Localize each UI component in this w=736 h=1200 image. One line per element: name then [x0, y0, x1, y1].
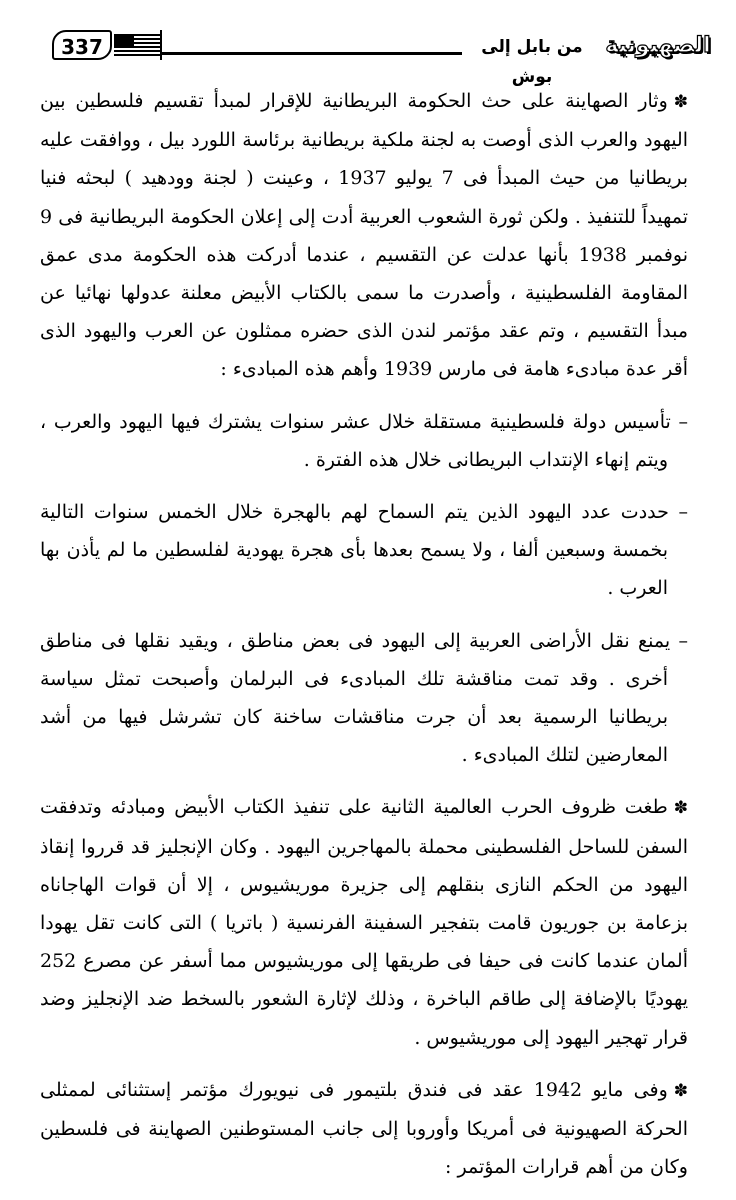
page-header: [52, 28, 716, 87]
flag-icon: [114, 34, 160, 56]
paragraph-1: [40, 82, 688, 389]
running-subtitle: من بابل إلى بوش: [481, 37, 583, 87]
paragraph-3: [40, 1071, 688, 1187]
header-rule: [162, 52, 462, 55]
page-body: [40, 82, 688, 1200]
bullet-2: – حددت عدد اليهود الذين يتم السماح لهم بالهجرة خلال الخمس سنوات التالية بخمسة وسبعين ألفا ، ولا يسمح بعدها بأى هجرة يهودية لفلسطين ما لم يأذن بها العرب .: [40, 501, 688, 600]
star-bullet-icon: ✽: [673, 92, 688, 112]
page-number: 337: [52, 30, 112, 60]
paragraph-1-text: وثار الصهاينة على حث الحكومة البريطانية للإقرار لمبدأ تقسيم فلسطين بين اليهود والعرب الذى أوصت به لجنة ملكية بريطانية برئاسة اللورد بيل ، ووافقت عليه بريطانيا من حيث المبدأ فى 7 يوليو 1937 ، وعينت ( لجنة وودهيد ) لبحثه فنيا تمهيداً للتنفيذ . ولكن ثورة الشعوب العربية أدت إلى إعلان الحكومة البريطانية فى 9 نوفمبر 1938 بأنها عدلت عن التقسيم ، عندما أدركت هذه الحكومة مدى عمق المقاومة الفلسطينية ، وأصدرت ما سمى بالكتاب الأبيض معلنة عدولها نهائيا عن مبدأ التقسيم ، وتم عقد مؤتمر لندن الذى حضره ممثلون عن العرب واليهود الذى أقر عدة مبادىء هامة فى مارس 1939 وأهم هذه المبادىء :: [40, 90, 688, 381]
star-bullet-icon: ✽: [673, 1080, 689, 1101]
book-title: الصهيونية: [605, 33, 711, 58]
paragraph-2-text: طغت ظروف الحرب العالمية الثانية على تنفيذ الكتاب الأبيض ومبادئه وتدفقت السفن للساحل الفلسطينى محملة بالمهاجرين اليهود . وكان الإنجليز قد قرروا إنقاذ اليهود من الحكم النازى بنقلهم إلى جزيرة موريشيوس ، إلا أن قوات الهاجاناه بزعامة بن جوريون قامت بتفجير السفينة الفرنسية ( باتريا ) التى كانت تقل يهودا ألمان عندما كانت فى حيفا فى طريقها إلى موريشيوس مما أسفر عن مصرع 252 يهوديًا بالإضافة إلى طاقم الباخرة ، وذلك لإثارة الشعور بالسخط ضد الإنجليز وضد قرار تهجير اليهود إلى موريشيوس .: [40, 796, 688, 1049]
paragraph-3-text: وفى مايو 1942 عقد فى فندق بلتيمور فى نيويورك مؤتمر إستثنائى لممثلى الحركة الصهيونية فى أمريكا وأوروبا إلى جانب المستوطنين الصهاينة فى فلسطين وكان من أهم قرارات المؤتمر :: [40, 1078, 688, 1179]
paragraph-2: [40, 788, 688, 1056]
flag-pole: [160, 30, 162, 60]
bullet-3: – يمنع نقل الأراضى العربية إلى اليهود فى بعض مناطق ، ويقيد نقلها فى مناطق أخرى . وقد تمت مناقشة تلك المبادىء فى البرلمان وأصبحت تمثل سياسة بريطانيا الرسمية بعد أن جرت مناقشات ساخنة كان تشرشل فيها من أشد المعارضين لتلك المبادىء .: [40, 629, 688, 767]
bullet-1: – تأسيس دولة فلسطينية مستقلة خلال عشر سنوات يشترك فيها اليهود والعرب ، ويتم إنهاء الإنتداب البريطانى خلال هذه الفترة .: [40, 410, 688, 471]
star-bullet-icon: ✽: [673, 798, 688, 819]
